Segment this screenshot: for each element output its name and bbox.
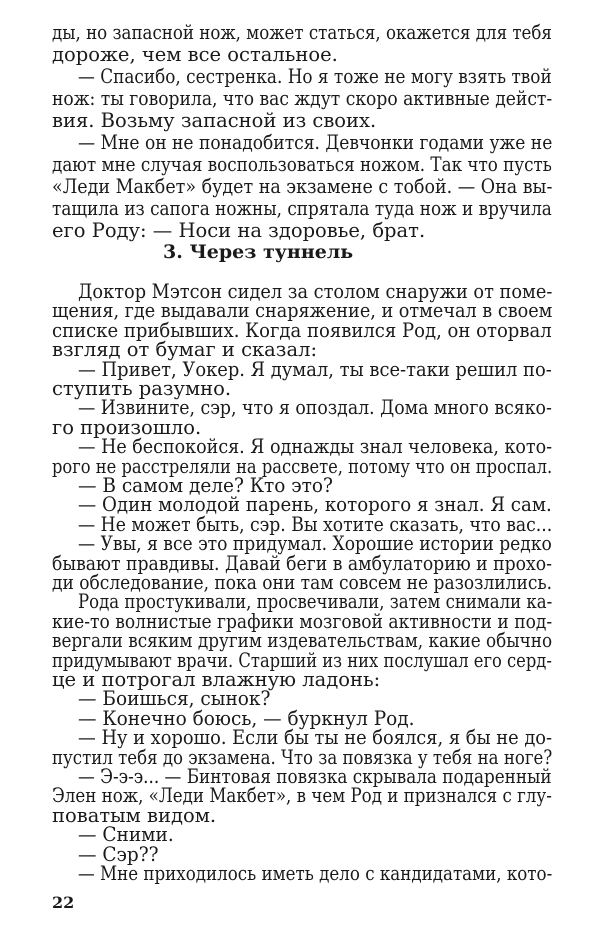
- top-text-line: «Леди Макбет» будет на экзамене с тобой. — Она вы-: [52, 175, 553, 198]
- body-text-line: взгляд от бумаг и сказал:: [52, 338, 318, 361]
- top-text-line: — Мне он не понадобится. Девчонки годами уже не: [78, 131, 553, 154]
- body-text-line: — Один молодой парень, которого я знал. Я сам.: [78, 493, 552, 516]
- body-text-line: — Мне приходилось иметь дело с кандидатами, кото-: [78, 862, 553, 885]
- top-text-line: дороже, чем все остальное.: [52, 43, 338, 66]
- body-text-line: — Привет, Уокер. Я думал, ты все-таки решил по-: [78, 358, 552, 381]
- body-text-line: — Не может быть, сэр. Вы хотите сказать, что вас...: [78, 513, 553, 536]
- body-text-line: — Э-э-э... — Бинтовая повязка скрывала подаренный: [78, 765, 552, 788]
- body-text-line: — Извините, сэр, что я опоздал. Дома много всяко-: [78, 396, 552, 419]
- body-text-line: пустил тебя до экзамена. Что за повязка у тебя на ноге?: [52, 746, 553, 769]
- body-text-line: — Не беспокойся. Я однажды знал человека, кото-: [78, 435, 553, 458]
- body-text-line: рого не расстреляли на рассвете, потому что он проспал.: [52, 455, 553, 478]
- body-text-line: — Конечно боюсь, — буркнул Род.: [78, 707, 415, 730]
- top-text-line: ды, но запасной нож, может статься, окажется для тебя: [52, 21, 552, 44]
- body-text-line: го произошло.: [52, 416, 202, 439]
- chapter-heading: 3. Через туннель: [163, 241, 354, 263]
- page-number: 22: [52, 893, 75, 912]
- body-text-line: ступить разумно.: [52, 377, 232, 400]
- top-text-line: вия. Возьму запасной из своих.: [52, 109, 377, 132]
- body-text-line: — Сэр??: [78, 843, 159, 866]
- body-text-line: ди обследование, пока они там совсем не разозлились.: [52, 571, 553, 594]
- top-text-line: тащила из сапога ножны, спрятала туда нож и вручила: [52, 197, 552, 220]
- body-text-line: поватым видом.: [52, 804, 217, 827]
- body-text-line: — Боишься, сынок?: [78, 687, 271, 710]
- body-text-line: — Сними.: [78, 823, 174, 846]
- body-text-line: придумывают врачи. Старший из них послушал его серд-: [52, 649, 552, 672]
- body-text-line: Доктор Мэтсон сидел за столом снаружи от поме-: [78, 280, 553, 303]
- body-text-line: — Увы, я все это придумал. Хорошие истории редко: [78, 532, 552, 555]
- top-text-line: дают мне случая воспользоваться ножом. Так что пусть: [52, 153, 552, 176]
- body-text-line: Рода простукивали, просвечивали, затем снимали ка-: [78, 590, 553, 613]
- top-text-line: его Роду: — Носи на здоровье, брат.: [52, 219, 426, 242]
- body-text-line: списке прибывших. Когда появился Род, он оторвал: [52, 319, 552, 342]
- body-text-line: — Ну и хорошо. Если бы ты не боялся, я бы не до-: [78, 726, 553, 749]
- body-text-line: бывают правдивы. Давай беги в амбулаторию и прохо-: [52, 552, 552, 575]
- body-text-line: це и потрогал влажную ладонь:: [52, 668, 381, 691]
- body-text-line: вергали всяким другим издевательствам, какие обычно: [52, 629, 553, 652]
- body-text-line: щения, где выдавали снаряжение, и отмечал в своем: [52, 299, 553, 322]
- body-text-line: кие-то волнистые графики мозговой активности и под-: [52, 610, 553, 633]
- top-text-line: нож: ты говорила, что вас ждут скоро активные дейст-: [52, 87, 553, 110]
- body-text-line: — В самом деле? Кто это?: [78, 474, 333, 497]
- body-text-line: Элен нож, «Леди Макбет», в чем Род и признался с глу-: [52, 784, 552, 807]
- top-text-line: — Спасибо, сестренка. Но я тоже не могу взять твой: [78, 65, 552, 88]
